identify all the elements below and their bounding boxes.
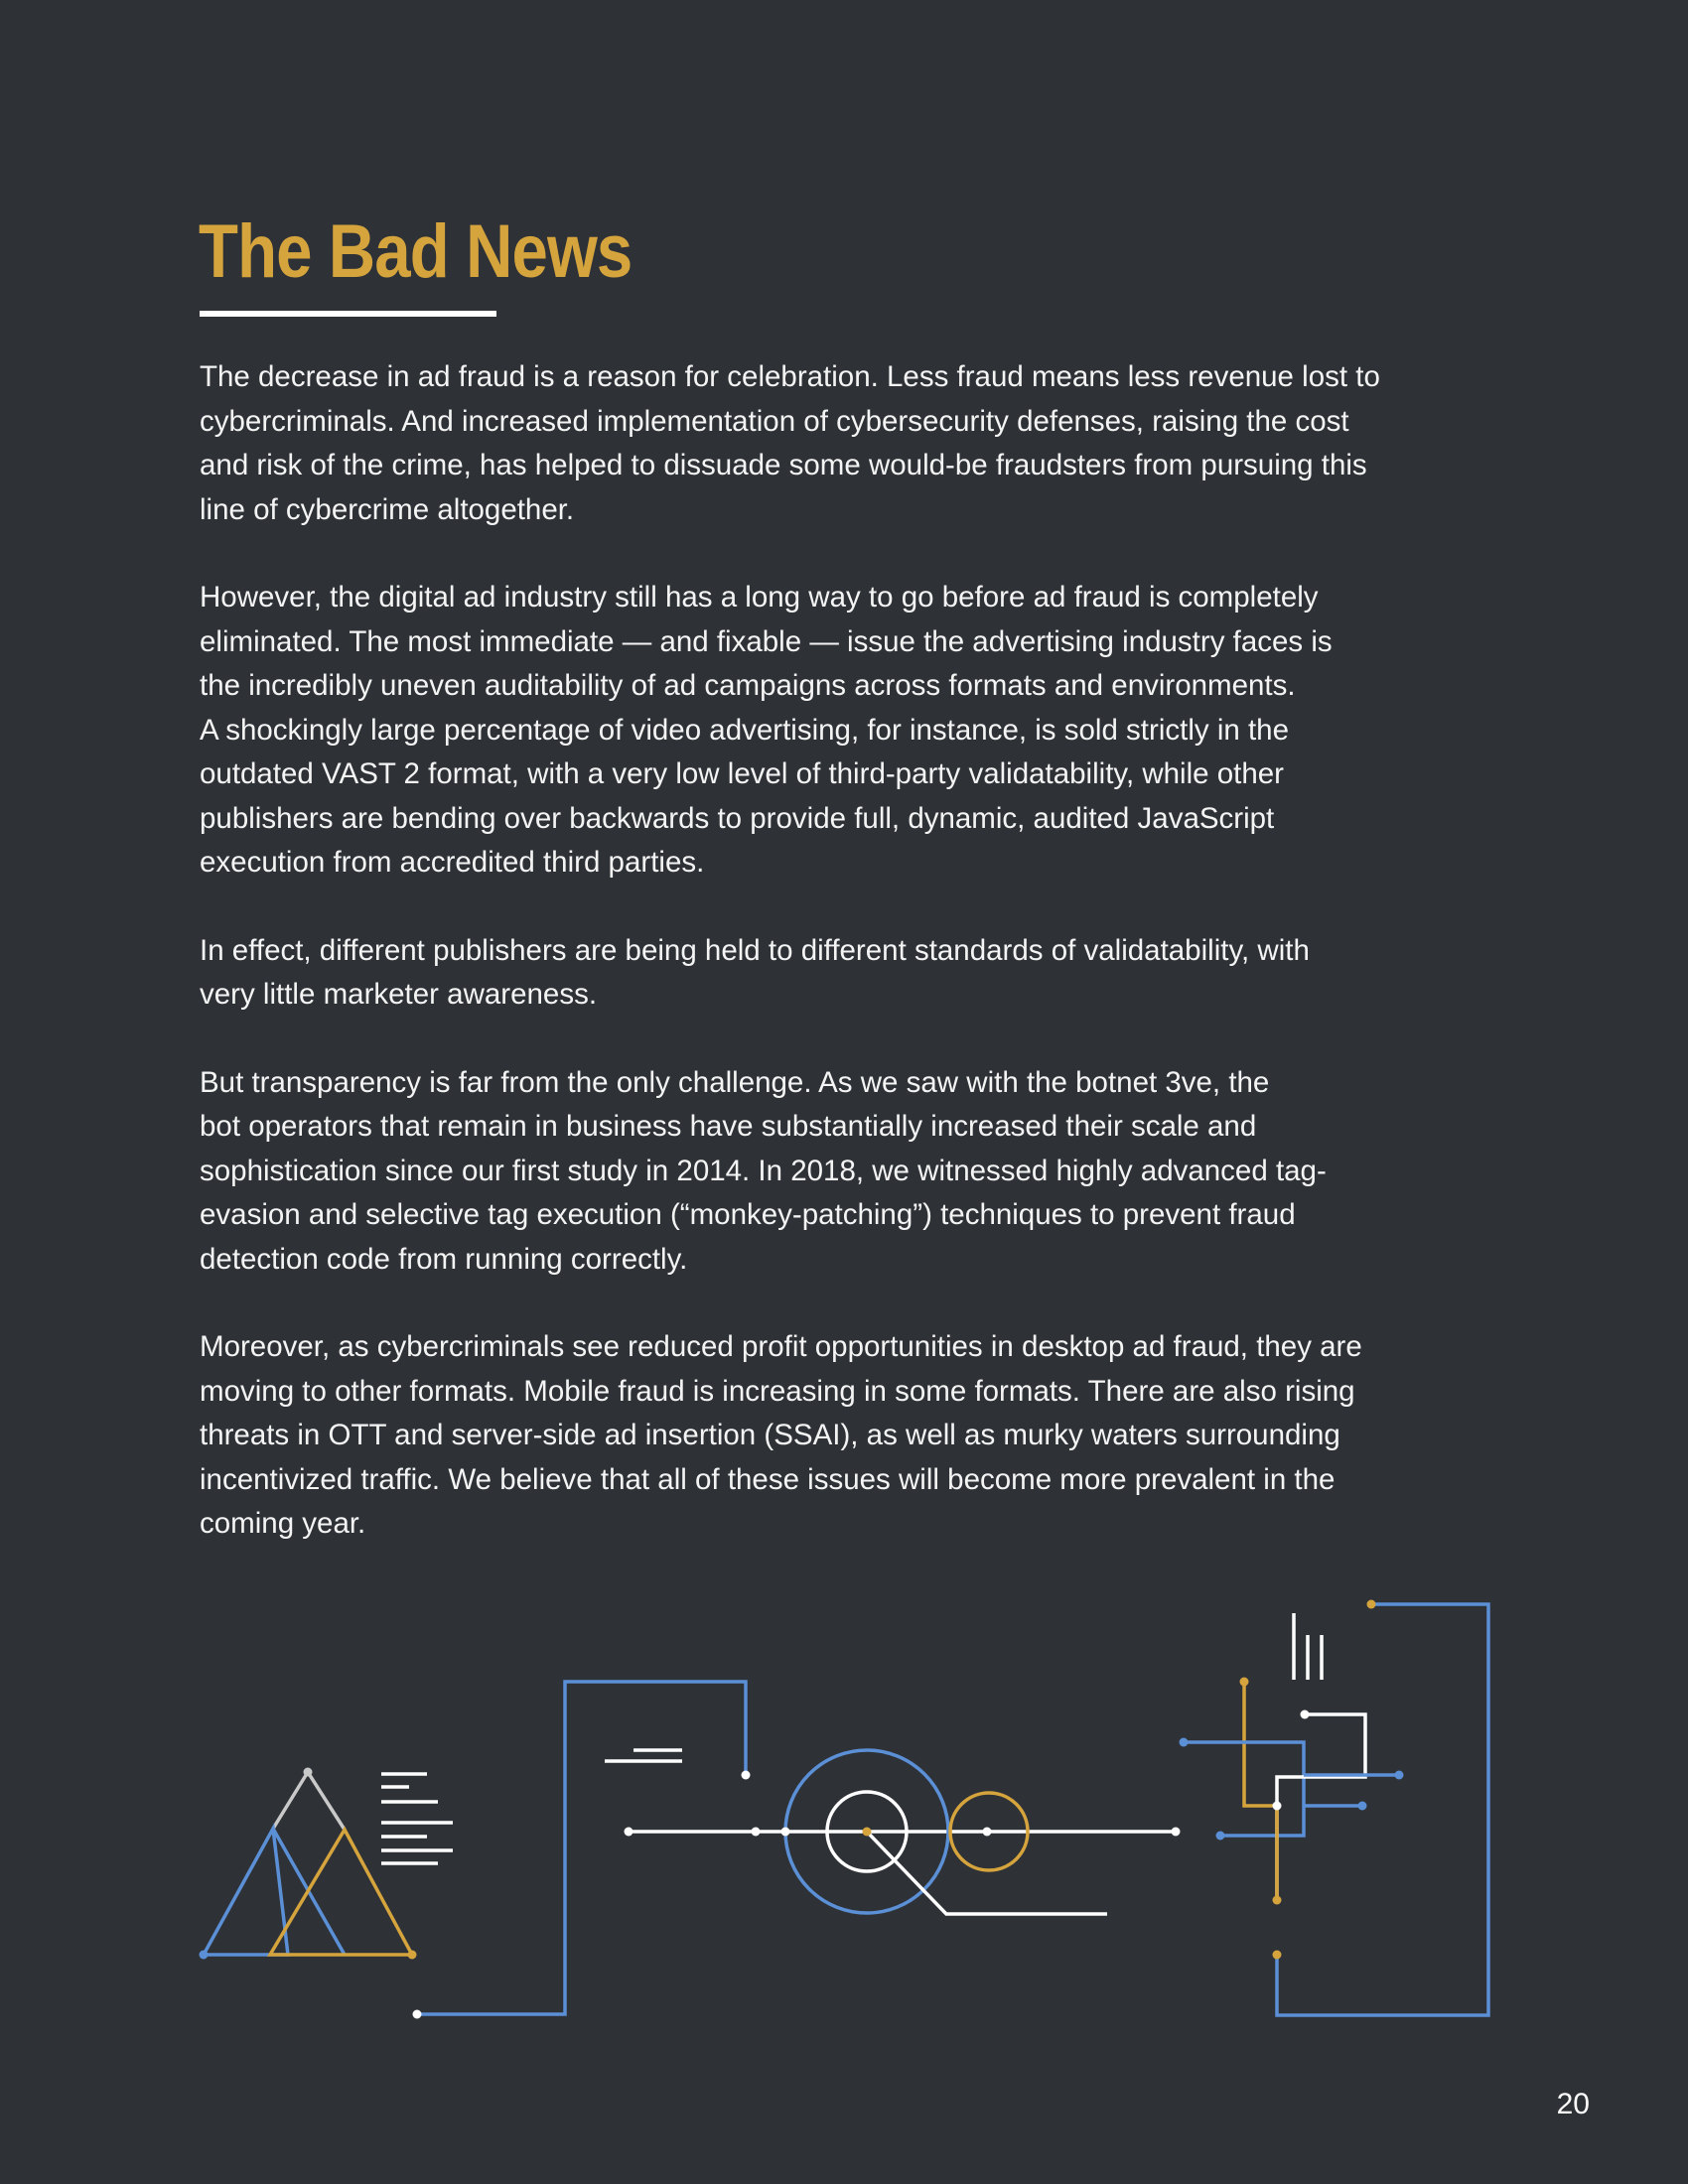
title-underline	[200, 311, 496, 317]
paragraph-line: eliminated. The most immediate — and fixable — issue the advertising industry faces is	[200, 624, 1333, 658]
paragraph-5	[200, 1325, 1510, 1547]
paragraph-line: sophistication since our first study in 2014. In 2018, we witnessed highly advanced tag-	[200, 1154, 1327, 1187]
center-circuit	[413, 1682, 1181, 2019]
paragraph-2	[200, 576, 1510, 886]
paragraph-line: and risk of the crime, has helped to dissuade some would-be fraudsters from pursuing this	[200, 449, 1367, 481]
paragraph-line: incentivized traffic. We believe that all of these issues will become more prevalent in the	[200, 1462, 1336, 1496]
paragraph-4	[200, 1061, 1510, 1283]
circuit-illustration	[0, 1569, 1688, 2045]
paragraph-line: execution from accredited third parties.	[200, 846, 705, 879]
paragraph-line: moving to other formats. Mobile fraud is increasing in some formats. There are also rising	[200, 1374, 1355, 1408]
body-text	[200, 355, 1510, 1590]
paragraph-line: A shockingly large percentage of video advertising, for instance, is sold strictly in the	[200, 713, 1289, 747]
paragraph-line: evasion and selective tag execution (“monkey-patching”) techniques to prevent fraud	[200, 1198, 1296, 1231]
paragraph-line: The decrease in ad fraud is a reason for celebration. Less fraud means less revenue lost to	[200, 360, 1380, 393]
paragraph-line: line of cybercrime altogether.	[200, 492, 575, 526]
right-circuit	[1180, 1600, 1489, 2016]
paragraph-line: In effect, different publishers are being held to different standards of validatability, with	[200, 933, 1310, 967]
paragraph-line: coming year.	[200, 1507, 366, 1540]
paragraph-line: threats in OTT and server-side ad insertion (SSAI), as well as murky waters surrounding	[200, 1419, 1340, 1451]
paragraph-line: cybercriminals. And increased implementation of cybersecurity defenses, raising the cost	[200, 404, 1349, 438]
paragraph-line: publishers are bending over backwards to provide full, dynamic, audited JavaScript	[200, 801, 1275, 835]
paragraph-1	[200, 355, 1510, 532]
paragraph-3	[200, 929, 1510, 1018]
page-number: 20	[1556, 2088, 1590, 2120]
text-lines-graphic	[381, 1774, 453, 1863]
paragraph-line: bot operators that remain in business have substantially increased their scale and	[200, 1110, 1257, 1143]
paragraph-line: outdated VAST 2 format, with a very low level of third-party validatability, while other	[200, 757, 1285, 790]
paragraph-line: Moreover, as cybercriminals see reduced profit opportunities in desktop ad fraud, they are	[200, 1330, 1362, 1363]
page-title: The Bad News	[199, 209, 633, 294]
paragraph-line: detection code from running correctly.	[200, 1242, 688, 1276]
paragraph-line: However, the digital ad industry still has a long way to go before ad fraud is completely	[200, 581, 1319, 614]
paragraph-line: very little marketer awareness.	[200, 978, 598, 1011]
paragraph-line: the incredibly uneven auditability of ad campaigns across formats and environments.	[200, 669, 1296, 702]
paragraph-line: But transparency is far from the only challenge. As we saw with the botnet 3ve, the	[200, 1065, 1270, 1099]
